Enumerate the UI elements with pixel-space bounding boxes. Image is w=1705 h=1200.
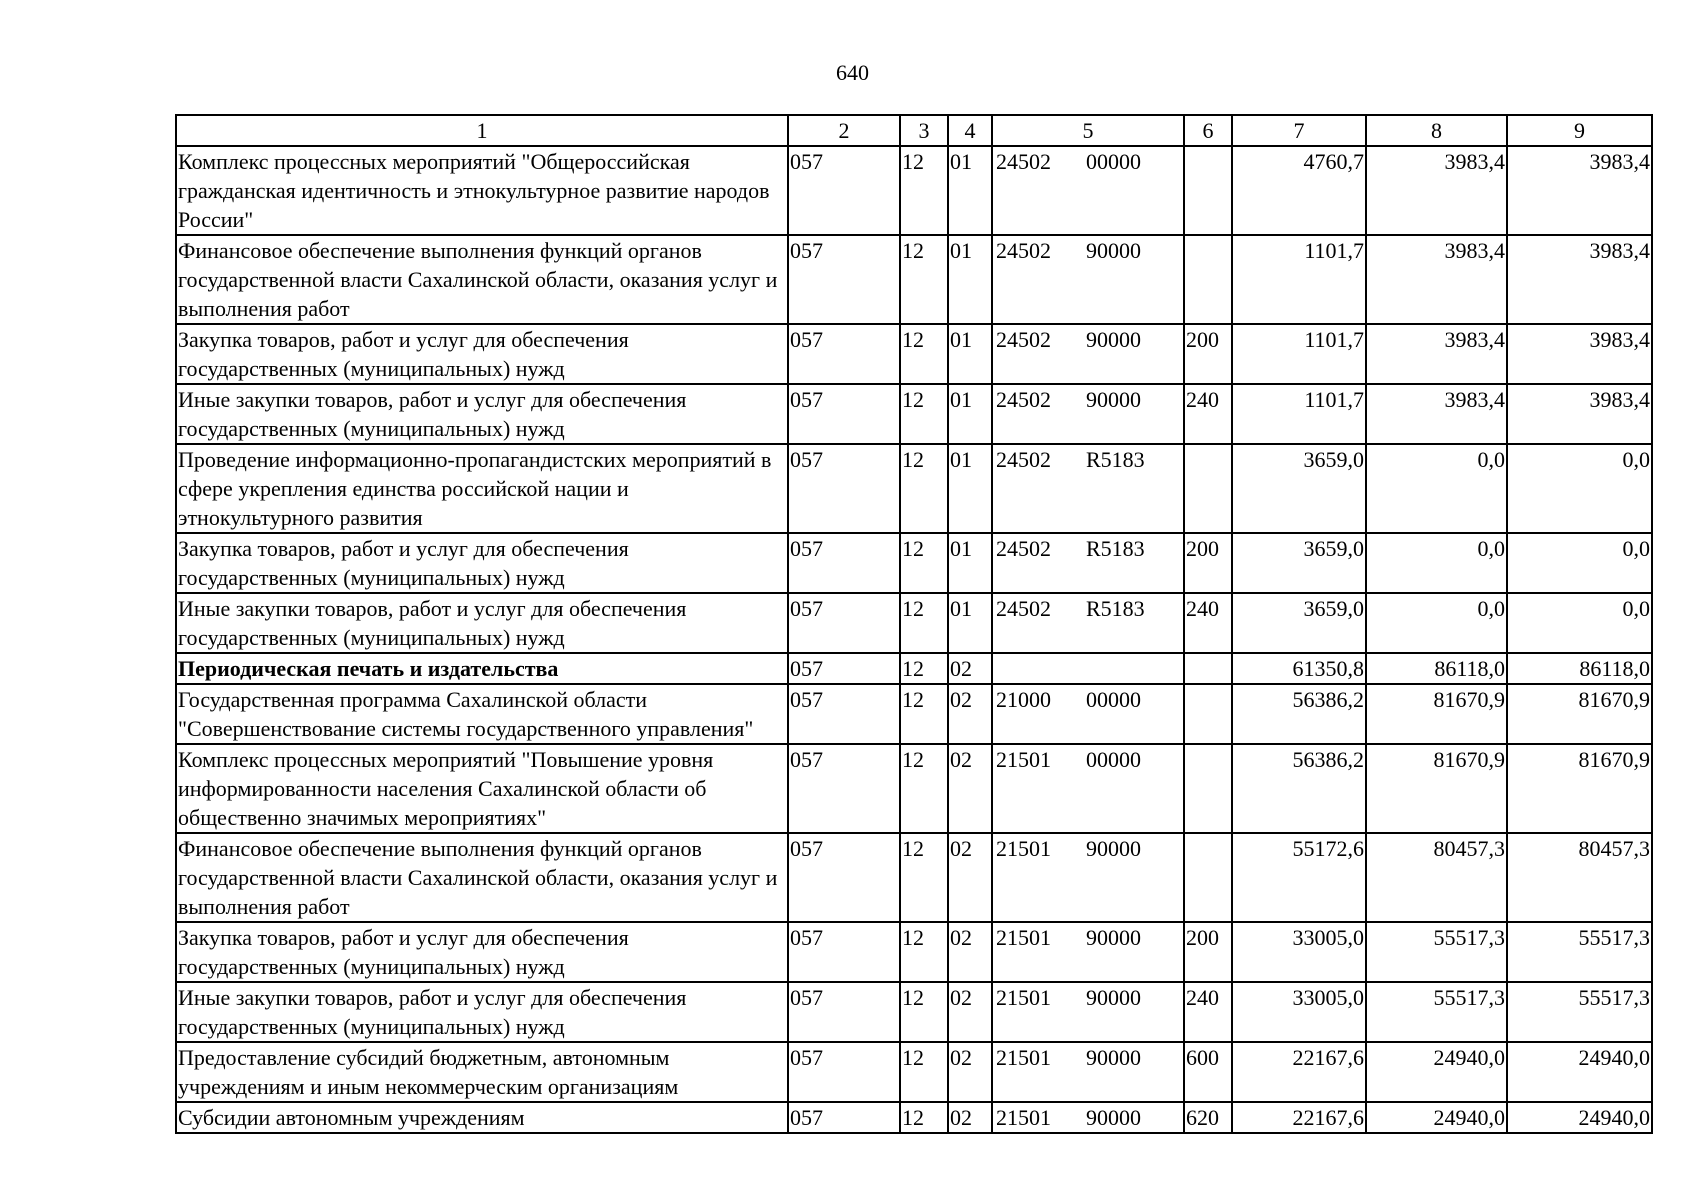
amount-col8-cell: 0,0 [1366,533,1507,593]
amount-col8-cell: 3983,4 [1366,146,1507,235]
section-code-cell: 12 [900,384,948,444]
expense-type-cell [1184,653,1232,684]
header-col-6: 6 [1184,115,1232,146]
expense-type-cell [1184,235,1232,324]
amount-col9-cell: 24940,0 [1507,1042,1652,1102]
table-row [176,1042,1652,1102]
subsection-code-cell: 02 [948,982,992,1042]
table-row [176,684,1652,744]
table-row [176,1102,1652,1133]
amount-col7-cell: 61350,8 [1232,653,1366,684]
target-article-direction-code: 00000 [1086,149,1141,174]
target-article-program-code: 24502 [996,447,1051,472]
ministry-code-cell: 057 [788,833,900,922]
target-article-cell [992,982,1184,1042]
row-name-cell: Финансовое обеспечение выполнения функций органов государственной власти Сахалинской области, оказания услуг и выполнения работ [176,833,788,922]
table-row [176,324,1652,384]
target-article-direction-code: 90000 [1086,925,1141,950]
expense-type-cell [1184,146,1232,235]
row-name-cell: Периодическая печать и издательства [176,653,788,684]
target-article-cell [992,533,1184,593]
ministry-code-cell: 057 [788,533,900,593]
table-row [176,744,1652,833]
amount-col9-cell: 0,0 [1507,593,1652,653]
ministry-code-cell: 057 [788,384,900,444]
header-col-9: 9 [1507,115,1652,146]
row-name-cell: Закупка товаров, работ и услуг для обеспечения государственных (муниципальных) нужд [176,324,788,384]
amount-col7-cell: 56386,2 [1232,744,1366,833]
target-article-direction-code: R5183 [1086,447,1145,472]
subsection-code-cell: 02 [948,1042,992,1102]
header-col-8: 8 [1366,115,1507,146]
amount-col8-cell: 86118,0 [1366,653,1507,684]
subsection-code-cell: 02 [948,744,992,833]
page-number: 640 [836,60,869,85]
expense-type-cell: 240 [1184,384,1232,444]
amount-col8-cell: 0,0 [1366,593,1507,653]
target-article-direction-code: 90000 [1086,836,1141,861]
subsection-code-cell: 01 [948,384,992,444]
amount-col7-cell: 1101,7 [1232,324,1366,384]
row-name-cell: Закупка товаров, работ и услуг для обеспечения государственных (муниципальных) нужд [176,533,788,593]
amount-col7-cell: 55172,6 [1232,833,1366,922]
target-article-direction-code: 00000 [1086,747,1141,772]
amount-col7-cell: 3659,0 [1232,593,1366,653]
table-row [176,384,1652,444]
ministry-code-cell: 057 [788,744,900,833]
amount-col9-cell: 86118,0 [1507,653,1652,684]
row-name-cell: Закупка товаров, работ и услуг для обеспечения государственных (муниципальных) нужд [176,922,788,982]
subsection-code-cell: 01 [948,533,992,593]
target-article-program-code: 21501 [996,925,1051,950]
amount-col9-cell: 3983,4 [1507,146,1652,235]
expense-type-cell [1184,744,1232,833]
subsection-code-cell: 01 [948,235,992,324]
target-article-cell [992,146,1184,235]
table-row [176,593,1652,653]
section-code-cell: 12 [900,1042,948,1102]
target-article-program-code: 21501 [996,985,1051,1010]
subsection-code-cell: 01 [948,146,992,235]
amount-col9-cell: 81670,9 [1507,744,1652,833]
header-col-2: 2 [788,115,900,146]
table-row [176,922,1652,982]
target-article-program-code: 21501 [996,747,1051,772]
amount-col9-cell: 3983,4 [1507,384,1652,444]
amount-col8-cell: 80457,3 [1366,833,1507,922]
ministry-code-cell: 057 [788,444,900,533]
target-article-program-code: 21501 [996,1045,1051,1070]
target-article-direction-code: R5183 [1086,596,1145,621]
row-name-cell: Комплекс процессных мероприятий "Общероссийская гражданская идентичность и этнокультурное развитие народов России" [176,146,788,235]
ministry-code-cell: 057 [788,1102,900,1133]
header-col-5: 5 [992,115,1184,146]
amount-col9-cell: 80457,3 [1507,833,1652,922]
ministry-code-cell: 057 [788,593,900,653]
ministry-code-cell: 057 [788,324,900,384]
ministry-code-cell: 057 [788,922,900,982]
table-body [176,146,1652,1133]
target-article-program-code: 21501 [996,1105,1051,1130]
expense-type-cell [1184,833,1232,922]
section-code-cell: 12 [900,593,948,653]
section-code-cell: 12 [900,653,948,684]
amount-col9-cell: 0,0 [1507,444,1652,533]
table-row [176,533,1652,593]
expense-type-cell: 620 [1184,1102,1232,1133]
target-article-program-code: 24502 [996,536,1051,561]
amount-col8-cell: 3983,4 [1366,324,1507,384]
ministry-code-cell: 057 [788,235,900,324]
amount-col7-cell: 56386,2 [1232,684,1366,744]
amount-col8-cell: 24940,0 [1366,1102,1507,1133]
subsection-code-cell: 01 [948,324,992,384]
subsection-code-cell: 01 [948,593,992,653]
target-article-program-code: 21501 [996,836,1051,861]
amount-col7-cell: 22167,6 [1232,1102,1366,1133]
table-row [176,833,1652,922]
amount-col8-cell: 0,0 [1366,444,1507,533]
amount-col7-cell: 22167,6 [1232,1042,1366,1102]
row-name-cell: Финансовое обеспечение выполнения функций органов государственной власти Сахалинской области, оказания услуг и выполнения работ [176,235,788,324]
ministry-code-cell: 057 [788,146,900,235]
row-name-cell: Проведение информационно-пропагандистских мероприятий в сфере укрепления единства российской нации и этнокультурного развития [176,444,788,533]
table-row [176,653,1652,684]
budget-table [175,114,1653,1134]
target-article-program-code: 24502 [996,149,1051,174]
target-article-cell [992,653,1184,684]
target-article-program-code: 24502 [996,596,1051,621]
expense-type-cell: 240 [1184,982,1232,1042]
section-code-cell: 12 [900,533,948,593]
target-article-cell [992,1042,1184,1102]
amount-col9-cell: 55517,3 [1507,982,1652,1042]
ministry-code-cell: 057 [788,1042,900,1102]
amount-col8-cell: 81670,9 [1366,684,1507,744]
subsection-code-cell: 02 [948,922,992,982]
header-col-3: 3 [900,115,948,146]
expense-type-cell: 600 [1184,1042,1232,1102]
section-code-cell: 12 [900,684,948,744]
amount-col7-cell: 1101,7 [1232,235,1366,324]
target-article-program-code: 24502 [996,238,1051,263]
target-article-cell [992,1102,1184,1133]
row-name-cell: Государственная программа Сахалинской области "Совершенствование системы государственного управления" [176,684,788,744]
table-row [176,982,1652,1042]
target-article-cell [992,593,1184,653]
expense-type-cell: 240 [1184,593,1232,653]
row-name-cell: Комплекс процессных мероприятий "Повышение уровня информированности населения Сахалинской области об общественно значимых мероприятиях" [176,744,788,833]
target-article-cell [992,324,1184,384]
target-article-cell [992,833,1184,922]
amount-col8-cell: 24940,0 [1366,1042,1507,1102]
subsection-code-cell: 02 [948,684,992,744]
expense-type-cell: 200 [1184,922,1232,982]
target-article-cell [992,444,1184,533]
section-code-cell: 12 [900,982,948,1042]
header-col-7: 7 [1232,115,1366,146]
amount-col9-cell: 81670,9 [1507,684,1652,744]
target-article-cell [992,922,1184,982]
section-code-cell: 12 [900,922,948,982]
amount-col7-cell: 3659,0 [1232,444,1366,533]
header-col-1: 1 [176,115,788,146]
target-article-cell [992,684,1184,744]
row-name-cell: Иные закупки товаров, работ и услуг для обеспечения государственных (муниципальных) нужд [176,982,788,1042]
target-article-direction-code: R5183 [1086,536,1145,561]
section-code-cell: 12 [900,833,948,922]
target-article-direction-code: 90000 [1086,1105,1141,1130]
section-code-cell: 12 [900,744,948,833]
amount-col8-cell: 55517,3 [1366,982,1507,1042]
section-code-cell: 12 [900,324,948,384]
expense-type-cell [1184,684,1232,744]
ministry-code-cell: 057 [788,982,900,1042]
row-name-cell: Иные закупки товаров, работ и услуг для обеспечения государственных (муниципальных) нужд [176,384,788,444]
target-article-direction-code: 90000 [1086,327,1141,352]
expense-type-cell: 200 [1184,324,1232,384]
section-code-cell: 12 [900,235,948,324]
table-row [176,235,1652,324]
amount-col9-cell: 0,0 [1507,533,1652,593]
amount-col7-cell: 1101,7 [1232,384,1366,444]
amount-col7-cell: 3659,0 [1232,533,1366,593]
amount-col9-cell: 55517,3 [1507,922,1652,982]
header-col-4: 4 [948,115,992,146]
table-row [176,146,1652,235]
row-name-cell: Предоставление субсидий бюджетным, автономным учреждениям и иным некоммерческим организациям [176,1042,788,1102]
amount-col7-cell: 4760,7 [1232,146,1366,235]
amount-col8-cell: 3983,4 [1366,235,1507,324]
amount-col7-cell: 33005,0 [1232,922,1366,982]
section-code-cell: 12 [900,444,948,533]
amount-col8-cell: 3983,4 [1366,384,1507,444]
ministry-code-cell: 057 [788,653,900,684]
row-name-cell: Иные закупки товаров, работ и услуг для обеспечения государственных (муниципальных) нужд [176,593,788,653]
subsection-code-cell: 02 [948,1102,992,1133]
row-name-cell: Субсидии автономным учреждениям [176,1102,788,1133]
target-article-program-code: 24502 [996,327,1051,352]
expense-type-cell [1184,444,1232,533]
amount-col9-cell: 3983,4 [1507,324,1652,384]
subsection-code-cell: 02 [948,653,992,684]
amount-col8-cell: 81670,9 [1366,744,1507,833]
amount-col7-cell: 33005,0 [1232,982,1366,1042]
target-article-cell [992,235,1184,324]
ministry-code-cell: 057 [788,684,900,744]
target-article-program-code: 24502 [996,387,1051,412]
amount-col9-cell: 24940,0 [1507,1102,1652,1133]
expense-type-cell: 200 [1184,533,1232,593]
target-article-direction-code: 90000 [1086,238,1141,263]
amount-col9-cell: 3983,4 [1507,235,1652,324]
table-row [176,444,1652,533]
target-article-direction-code: 90000 [1086,985,1141,1010]
target-article-program-code: 21000 [996,687,1051,712]
table-header-row [176,115,1652,146]
section-code-cell: 12 [900,1102,948,1133]
subsection-code-cell: 02 [948,833,992,922]
target-article-direction-code: 90000 [1086,1045,1141,1070]
target-article-cell [992,744,1184,833]
target-article-direction-code: 00000 [1086,687,1141,712]
amount-col8-cell: 55517,3 [1366,922,1507,982]
target-article-direction-code: 90000 [1086,387,1141,412]
subsection-code-cell: 01 [948,444,992,533]
section-code-cell: 12 [900,146,948,235]
target-article-cell [992,384,1184,444]
